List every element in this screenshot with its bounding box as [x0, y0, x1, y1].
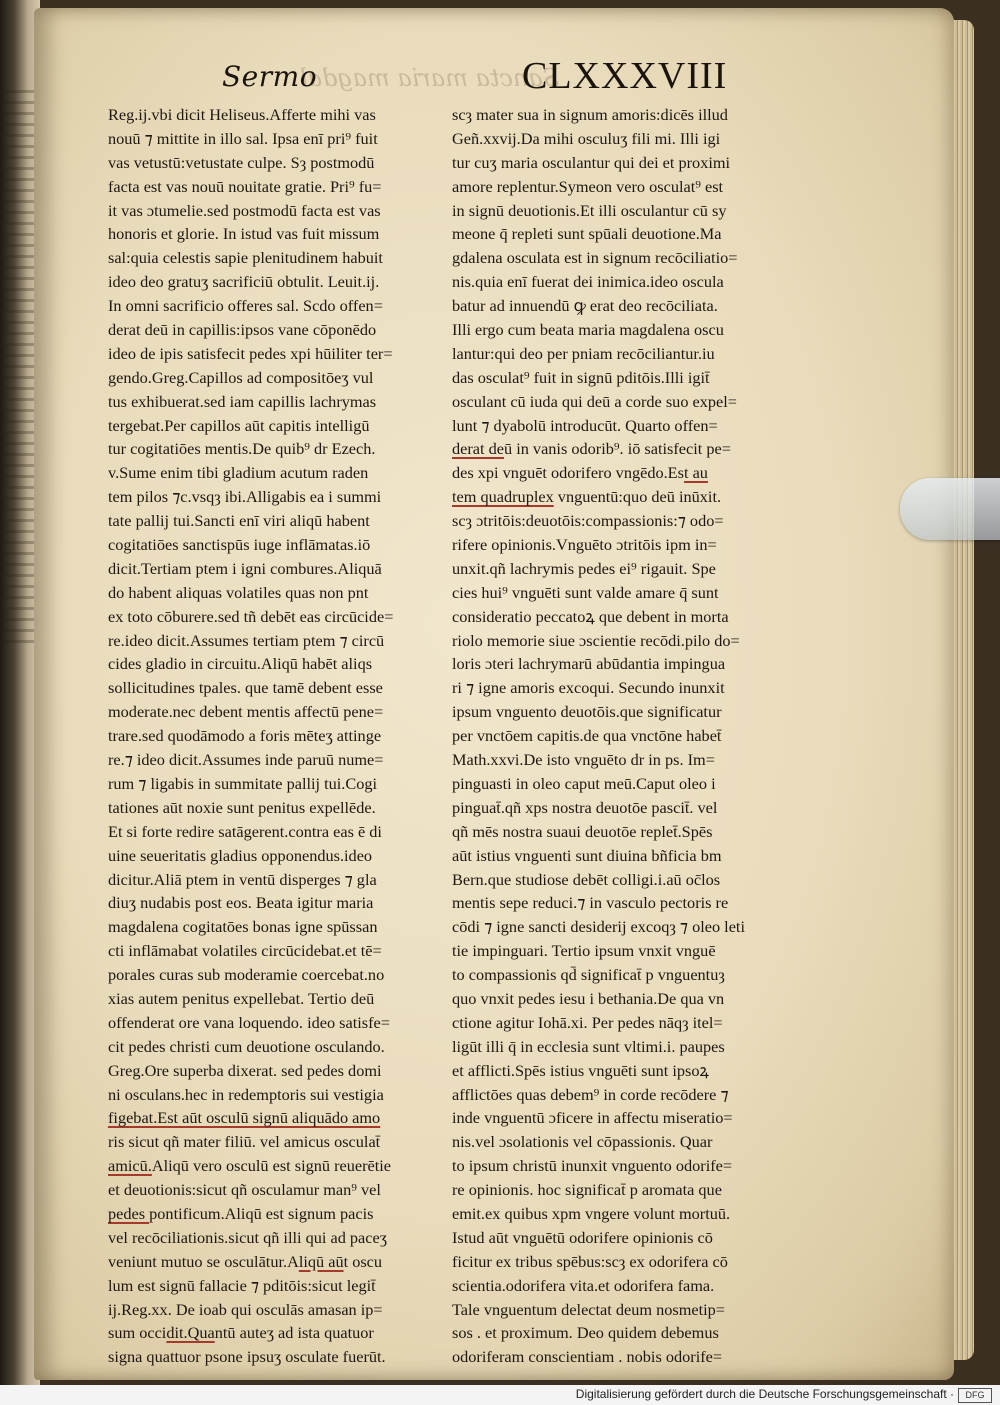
text-line: it vas ɔtumelie.sed postmodū facta est vas	[108, 200, 381, 220]
red-underline-mark: amicū.	[108, 1156, 152, 1176]
text-line: des xpi vnguēt odorifero vngēdo.Est au	[452, 463, 708, 483]
text-line: ideo de ipis satisfecit pedes xpi hūiliter ter=	[108, 343, 393, 363]
red-underline-mark: tem quadruplex	[452, 487, 554, 507]
text-line: ficitur ex tribus spēbus:scȝ ex odorifera cō	[452, 1251, 728, 1271]
red-underline-mark: t au	[683, 463, 708, 483]
page-clip	[900, 478, 1000, 540]
text-line: ex toto cōburere.sed tñ debēt eas circūcide=	[108, 606, 394, 626]
digitization-footer	[0, 1385, 1000, 1405]
text-line: tem quadruplex vnguentū:quo deū inūxit.	[452, 487, 722, 507]
text-line: re.⁊ ideo dicit.Assumes inde paruū nume=	[108, 750, 384, 770]
text-line	[108, 1106, 446, 1130]
running-title: Sermo	[222, 60, 318, 93]
text-line: tergebat.Per capillos aūt capitis intelligū	[108, 415, 370, 435]
text-line: cōdi ⁊ igne sancti desiderij excoqȝ ⁊ oleo leti	[452, 917, 745, 937]
facing-page-text-fragment	[6, 90, 34, 650]
text-line: afflictōes quas debem⁹ in corde recōdere ⁊	[452, 1084, 729, 1104]
text-line: derat deū in capillis:ipsos vane cōponēdo	[108, 320, 377, 340]
text-line: offenderat ore vana loquendo. ideo satisfe=	[108, 1012, 390, 1032]
text-line: et afflicti.Spēs istius vnguēti sunt ipsoꝝ	[452, 1060, 709, 1080]
text-line: vel recōciliationis.sicut qñ illi qui ad paceʒ	[108, 1227, 387, 1247]
text-line: diuʒ nudabis post eos. Beata igitur maria	[108, 893, 374, 913]
text-line: Math.xxvi.De isto vnguēto dr in ps. Im=	[452, 750, 715, 770]
text-line: v.Sume enim tibi gladium acutum raden	[108, 463, 369, 483]
text-line: riolo memorie siue ɔscientie recōdi.pilo do=	[452, 630, 740, 650]
text-line: lum est signū fallacie ⁊ pditōis:sicut legit̄	[108, 1275, 376, 1295]
text-line: batur ad innuendū ꝙ erat deo recōciliata.	[452, 296, 718, 316]
text-line: loris ɔteri lachrymarū abūdantia impingua	[452, 654, 726, 674]
text-line: rum ⁊ ligabis in summitate pallij tui.Cogi	[108, 773, 378, 793]
text-line: porales curas sub moderamie coercebat.no	[108, 965, 385, 985]
text-line: Et si forte redire satāgerent.contra eas ē di	[108, 821, 382, 841]
text-line: sollicitudines tpales. que tamē debent esse	[108, 678, 383, 698]
text-line: lunt ⁊ dyabolū introducūt. Quarto offen=	[452, 415, 718, 435]
text-line: rifere opinionis.Vnguēto ɔtritōis ipm in=	[452, 535, 717, 555]
text-line: to compassionis qd̄ significat̄ p vnguentuȝ	[452, 965, 725, 985]
text-line: veniunt mutuo se osculātur.Aliqū aūt oscu	[108, 1251, 383, 1271]
text-line: quo vnxit pedes iesu i bethania.De qua vn	[452, 988, 725, 1008]
text-line: ni osculans.hec in redemptoris sui vestigia	[108, 1084, 384, 1104]
text-line: cit pedes christi cum deuotione osculando.	[108, 1036, 385, 1056]
text-line: sum occidit.Quantū auteʒ ad ista quatuor	[108, 1323, 374, 1343]
text-line: re opinionis. hoc significat̄ p aromata que	[452, 1180, 722, 1200]
text-line: cides gladio in circuitu.Aliqū habēt aliqs	[108, 654, 373, 674]
text-line: cogitatiōes sanctispūs iuge inflāmatas.iō	[108, 535, 371, 555]
red-underline-mark: liqū aū	[298, 1251, 344, 1271]
text-line: xias autem penitus expellebat. Tertio deū	[108, 988, 375, 1008]
red-underline-mark: figebat.Est aūt osculū signū aliquādo amo	[108, 1108, 381, 1128]
text-line: derat deū in vanis odorib⁹. iō satisfecit pe=	[452, 439, 731, 459]
text-line: Bern.que studiose debēt colligi.i.aū oc̄los	[452, 869, 721, 889]
text-line: aūt istius vnguenti sunt diuina bñficia bm	[452, 845, 722, 865]
page-header	[0, 55, 1000, 100]
text-line: sal:quia celestis sapie plenitudinem habuit	[108, 248, 383, 268]
text-line: scȝ ɔtritōis:deuotōis:compassionis:⁊ odo=	[452, 511, 724, 531]
text-line: emit.ex quibus xpm vngere volunt mortuū.	[452, 1203, 731, 1223]
text-line: inde vnguentū ɔficere in affectu miseratio=	[452, 1108, 733, 1128]
text-line: ctione agitur Iohā.xi. Per pedes nāqȝ itel=	[452, 1012, 723, 1032]
text-line: re.ideo dicit.Assumes tertiam ptem ⁊ circū	[108, 630, 385, 650]
text-line: odoriferam conscientiam . nobis odorife=	[452, 1347, 723, 1367]
text-line: et deuotionis:sicut qñ osculamur man⁹ vel	[108, 1180, 381, 1200]
text-line: consideratio peccatoꝝ que debent in morta	[452, 606, 729, 626]
text-line: pinguat̄.qñ xps nostra deuotōe pascit̄. vel	[452, 797, 718, 817]
text-line: scientia.odorifera vita.et odorifera fama.	[452, 1275, 715, 1295]
text-line: tus exhibuerat.sed iam capillis lachrymas	[108, 391, 377, 411]
text-line: signa quattuor psone ipsuʒ osculate fuerūt.	[108, 1347, 386, 1367]
dfg-credit-text: Digitalisierung gefördert durch die Deutsche Forschungsgemeinschaft ·	[575, 1387, 954, 1401]
text-line: do habent aliquas volatiles quas non pnt	[108, 582, 369, 602]
text-line: trare.sed quodāmodo a foris mēteʒ attinge	[108, 726, 382, 746]
text-line: facta est vas nouū nouitate gratie. Pri⁹ fu=	[108, 176, 382, 196]
text-line: mentis sepe reduci.⁊ in vasculo pectoris re	[452, 893, 729, 913]
text-line: tationes aūt noxie sunt penitus expellēde.	[108, 797, 376, 817]
text-line: nouū ⁊ mittite in illo sal. Ipsa enī pri⁹ fuit	[108, 128, 378, 148]
text-line: gdalena osculata est in signum recōciliatio=	[452, 248, 738, 268]
text-line: osculant cū iuda qui deū a corde suo expel=	[452, 391, 737, 411]
text-line: scȝ mater sua in signum amoris:dicēs illud	[452, 105, 728, 124]
text-line: amore replentur.Symeon vero osculat⁹ est	[452, 176, 724, 196]
text-line: per vnctōem capitis.de qua vnctōne habet̄	[452, 726, 722, 746]
text-line: Reg.ij.vbi dicit Heliseus.Afferte mihi vas	[108, 105, 376, 124]
showthrough-text: Sancta maria magdal	[300, 64, 560, 92]
folio-number: CLXXXVIII	[522, 55, 728, 97]
text-line: ri ⁊ igne amoris excoqui. Secundo inunxit	[452, 678, 725, 698]
text-line: sos . et proximum. Deo quidem debemus	[452, 1323, 719, 1343]
text-line: qñ mēs nostra suaui deuotōe replet̄.Spēs	[452, 821, 713, 841]
text-line: moderate.nec debent mentis affectū pene=	[108, 702, 384, 722]
red-underline-mark: derat de	[452, 439, 504, 459]
text-line: vas vetustū:vetustate culpe. Sȝ postmodū	[108, 152, 375, 172]
text-line: tur cuʒ maria osculantur qui dei et proximi	[452, 152, 731, 172]
text-line: tate pallij tui.Sancti enī viri aliqū habent	[108, 511, 370, 531]
text-line: Greg.Ore superba dixerat. sed pedes domi	[108, 1060, 382, 1080]
text-line: gendo.Greg.Capillos ad compositōeʒ vul	[108, 367, 374, 387]
text-line: tem pilos ⁊c.vsqȝ ibi.Alligabis ea i summi	[108, 487, 382, 507]
right-text-column	[452, 103, 798, 1369]
text-line: ideo deo gratuʒ sacrificiū obtulit. Leuit.ij.	[108, 272, 380, 292]
text-line: dicit.Tertiam ptem i igni combures.Aliquā	[108, 558, 382, 578]
text-line: honoris et glorie. In istud vas fuit missum	[108, 224, 380, 244]
text-line: ligūt illi q̄ in ecclesia sunt vltimi.i. paupes	[452, 1036, 725, 1056]
text-line: Istud aūt vnguētū odorifere opinionis cō	[452, 1227, 713, 1247]
text-line: ipsum vnguento deuotōis.que significatur	[452, 702, 722, 722]
text-line: cies hui⁹ vnguēti sunt valde amare q̄ sunt	[452, 582, 719, 602]
text-line: Geñ.xxvij.Da mihi osculuʒ fili mi. Illi igi	[452, 128, 721, 148]
red-underline-mark: dit.Qua	[166, 1323, 215, 1343]
text-line: In omni sacrificio offeres sal. Scdo offen=	[108, 296, 383, 316]
text-line: Tale vnguentum delectat deum nosmetip=	[452, 1299, 725, 1319]
text-line: cti inflāmabat volatiles circūcidebat.et tē=	[108, 941, 382, 961]
text-line: Illi ergo cum beata maria magdalena oscu	[452, 320, 724, 340]
text-line: unxit.qñ lachrymis pedes ei⁹ rigauit. Spe	[452, 558, 716, 578]
dfg-logo: DFG	[958, 1388, 992, 1403]
text-line: ris sicut qñ mater filiū. vel amicus osculat̄	[108, 1132, 381, 1152]
text-line: ij.Reg.xx. De ioab qui osculās amasan ip=	[108, 1299, 383, 1319]
text-line: meone q̄ repleti sunt spūali deuotione.Ma	[452, 224, 722, 244]
text-line: magdalena cogitatōes bonas igne spūssan	[108, 917, 378, 937]
left-text-column	[108, 103, 446, 1369]
text-line: to ipsum christū inunxit vnguento odorife=	[452, 1156, 733, 1176]
text-line: pedes pontificum.Aliqū est signum pacis	[108, 1203, 374, 1223]
text-line: tie impinguari. Tertio ipsum vnxit vnguē	[452, 941, 716, 961]
text-line: dicitur.Aliā ptem in ventū disperges ⁊ gla	[108, 869, 377, 889]
text-line: lantur:qui deo per pniam recōciliantur.iu	[452, 343, 715, 363]
text-line: uine seueritatis gladius opponendus.ideo	[108, 845, 373, 865]
text-line: amicū.Aliqū vero osculū est signū reuerētie	[108, 1156, 392, 1176]
text-line: das osculat⁹ fuit in signū pditōis.Illi igit̄	[452, 367, 710, 387]
text-line: in signū deuotionis.Et illi osculantur cū sy	[452, 200, 727, 220]
text-line: nis.quia enī fuerat dei inimica.ideo oscula	[452, 272, 724, 292]
text-line: pinguasti in oleo caput meū.Caput oleo i	[452, 773, 716, 793]
red-underline-mark: pedes	[108, 1203, 150, 1223]
text-line: nis.vel ɔsolationis vel cōpassionis. Quar	[452, 1132, 713, 1152]
text-line: tur cogitatiōes mentis.De quib⁹ dr Ezech.	[108, 439, 376, 459]
